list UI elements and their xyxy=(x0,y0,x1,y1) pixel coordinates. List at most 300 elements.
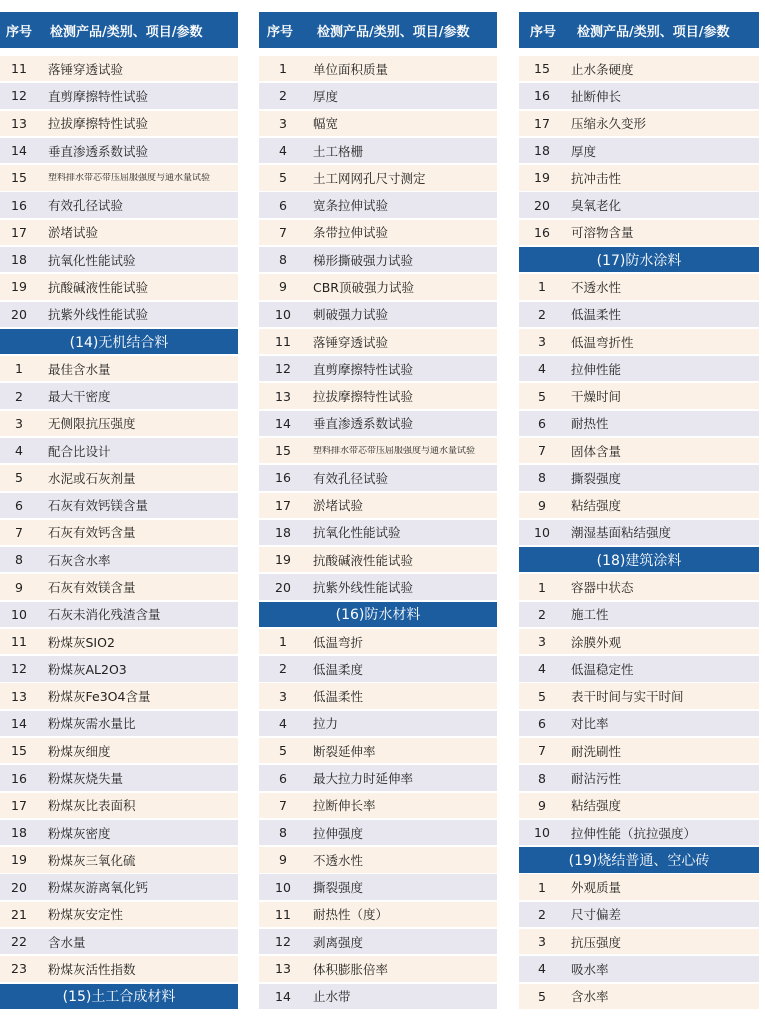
row-item-name: 低温柔度 xyxy=(313,661,364,677)
row-item-name: CBR顶破强力试验 xyxy=(313,279,414,295)
row-number: 13 xyxy=(11,115,27,131)
row-number: 1 xyxy=(538,579,546,595)
column-header xyxy=(259,12,497,48)
row-item-name: 止水带 xyxy=(313,989,351,1005)
row-number: 14 xyxy=(11,143,27,159)
table-row xyxy=(519,274,759,299)
row-number: 13 xyxy=(11,688,27,704)
table-row xyxy=(0,220,238,245)
row-item-name: 低温稳定性 xyxy=(571,661,634,677)
table-row xyxy=(0,902,238,927)
row-item-name: 拉拔摩擦特性试验 xyxy=(313,389,414,405)
table-row xyxy=(259,847,497,872)
row-item-name: 石灰含水率 xyxy=(48,552,111,568)
row-number: 5 xyxy=(15,470,23,486)
row-item-name: 厚度 xyxy=(571,143,597,159)
table-row xyxy=(519,138,759,163)
row-number: 18 xyxy=(275,524,291,540)
row-number: 2 xyxy=(279,88,287,104)
row-item-name: 含水率 xyxy=(571,989,609,1005)
row-item-name: 抗冲击性 xyxy=(571,170,622,186)
row-item-name: 对比率 xyxy=(571,716,609,732)
row-item-name: 拉伸强度 xyxy=(313,825,364,841)
table-row xyxy=(259,493,497,518)
row-number: 16 xyxy=(534,224,550,240)
row-number: 6 xyxy=(279,770,287,786)
row-number: 6 xyxy=(538,415,546,431)
table-row xyxy=(0,192,238,217)
row-item-name: 粉煤灰细度 xyxy=(48,743,111,759)
table-row xyxy=(0,493,238,518)
table-row xyxy=(519,165,759,190)
table-row xyxy=(0,629,238,654)
table-row xyxy=(519,329,759,354)
row-item-name: 淤堵试验 xyxy=(313,498,364,514)
column-3 xyxy=(519,12,759,1011)
row-number: 5 xyxy=(538,388,546,404)
table-row xyxy=(0,411,238,436)
row-number: 8 xyxy=(538,470,546,486)
row-item-name: 粉煤灰三氧化硫 xyxy=(48,852,136,868)
row-item-name: 垂直渗透系数试验 xyxy=(313,416,414,432)
table-row xyxy=(259,302,497,327)
row-item-name: 粘结强度 xyxy=(571,798,622,814)
table-row xyxy=(519,574,759,599)
row-item-name: 抗紫外线性能试验 xyxy=(313,580,414,596)
table-row xyxy=(0,274,238,299)
table-row xyxy=(519,520,759,545)
row-item-name: 拉力 xyxy=(313,716,339,732)
table-row xyxy=(0,711,238,736)
row-item-name: 止水条硬度 xyxy=(571,61,634,77)
row-number: 11 xyxy=(275,334,291,349)
table-row xyxy=(519,192,759,217)
table-row xyxy=(259,274,497,299)
table-row xyxy=(259,247,497,272)
row-number: 16 xyxy=(534,88,550,104)
row-number: 14 xyxy=(275,988,291,1004)
row-number: 4 xyxy=(538,661,546,677)
header-number: 序号 xyxy=(5,24,32,40)
table-row xyxy=(0,56,238,81)
row-number: 23 xyxy=(11,961,27,977)
table-row xyxy=(0,465,238,490)
table-row xyxy=(259,574,497,599)
row-item-name: 抗压强度 xyxy=(571,934,622,950)
row-item-name: 含水量 xyxy=(48,934,86,950)
table-row xyxy=(0,438,238,463)
table-row xyxy=(519,356,759,381)
row-number: 19 xyxy=(275,552,291,568)
table-row xyxy=(519,984,759,1009)
row-item-name: 臭氧老化 xyxy=(571,198,622,214)
table-row xyxy=(0,356,238,381)
table-row xyxy=(259,411,497,436)
table-row xyxy=(0,847,238,872)
row-item-name: 粉煤灰AL2O3 xyxy=(48,661,127,677)
row-item-name: 条带拉伸试验 xyxy=(313,225,389,241)
row-number: 11 xyxy=(11,634,27,650)
row-item-name: 不透水性 xyxy=(313,852,364,868)
table-row xyxy=(519,793,759,818)
table-row xyxy=(519,629,759,654)
table-row xyxy=(0,765,238,790)
row-number: 10 xyxy=(11,606,27,622)
table-row xyxy=(0,683,238,708)
row-number: 12 xyxy=(11,661,27,677)
row-number: 2 xyxy=(279,661,287,677)
table-row xyxy=(0,574,238,599)
table-row xyxy=(259,902,497,927)
table-row xyxy=(519,411,759,436)
row-item-name: 塑料排水带芯带压屈服强度与通水量试验 xyxy=(48,172,211,183)
row-number: 7 xyxy=(279,797,287,813)
row-item-name: 抗酸碱液性能试验 xyxy=(313,552,414,568)
row-item-name: 耐热性（度） xyxy=(313,907,389,923)
row-item-name: 单位面积质量 xyxy=(313,61,389,77)
row-item-name: 落锤穿透试验 xyxy=(313,334,389,350)
header-item-name: 检测产品/类别、项目/参数 xyxy=(50,24,203,40)
row-number: 4 xyxy=(538,361,546,377)
row-item-name: 断裂延伸率 xyxy=(313,743,376,759)
row-item-name: 干燥时间 xyxy=(571,389,622,405)
table-row xyxy=(0,302,238,327)
row-item-name: 最佳含水量 xyxy=(48,361,111,377)
row-item-name: 压缩永久变形 xyxy=(571,116,647,132)
row-item-name: 体积膨胀倍率 xyxy=(313,961,389,977)
row-number: 8 xyxy=(279,825,287,841)
row-item-name: 石灰有效镁含量 xyxy=(48,580,136,596)
section-heading: (14)无机结合料 xyxy=(0,329,238,354)
row-number: 16 xyxy=(275,470,291,486)
row-number: 17 xyxy=(275,497,291,513)
row-number: 7 xyxy=(15,524,23,540)
row-item-name: 宽条拉伸试验 xyxy=(313,198,389,214)
row-number: 4 xyxy=(279,143,287,159)
row-item-name: 低温柔性 xyxy=(571,307,622,323)
row-item-name: 可溶物含量 xyxy=(571,225,634,241)
table-row xyxy=(259,874,497,899)
row-item-name: 无侧限抗压强度 xyxy=(48,416,136,432)
row-number: 1 xyxy=(279,634,287,650)
row-item-name: 直剪摩擦特性试验 xyxy=(313,361,414,377)
column-1 xyxy=(0,12,238,1011)
row-item-name: 石灰有效钙镁含量 xyxy=(48,498,149,514)
row-number: 9 xyxy=(15,579,23,595)
row-item-name: 水泥或石灰剂量 xyxy=(48,470,136,486)
row-item-name: 幅宽 xyxy=(313,116,339,132)
row-number: 7 xyxy=(538,743,546,759)
table-row xyxy=(0,83,238,108)
row-item-name: 低温弯折 xyxy=(313,634,364,650)
section-heading: (19)烧结普通、空心砖 xyxy=(519,847,759,872)
row-number: 19 xyxy=(11,852,27,868)
row-number: 3 xyxy=(538,334,546,349)
row-item-name: 淤堵试验 xyxy=(48,225,99,241)
table-row xyxy=(519,302,759,327)
row-number: 11 xyxy=(11,61,27,77)
row-number: 7 xyxy=(279,224,287,240)
row-number: 6 xyxy=(279,197,287,213)
row-item-name: 粉煤灰安定性 xyxy=(48,907,124,923)
row-number: 21 xyxy=(11,906,27,922)
table-row xyxy=(259,765,497,790)
header-number: 序号 xyxy=(529,24,556,40)
row-number: 15 xyxy=(11,743,27,759)
table-row xyxy=(0,602,238,627)
table-row xyxy=(0,874,238,899)
table-row xyxy=(259,520,497,545)
row-item-name: 耐沾污性 xyxy=(571,771,622,786)
row-item-name: 有效孔径试验 xyxy=(48,198,124,214)
table-row xyxy=(259,165,497,190)
section-heading: (17)防水涂料 xyxy=(519,247,759,272)
row-item-name: 外观质量 xyxy=(571,880,622,896)
row-item-name: 不透水性 xyxy=(571,279,622,295)
row-item-name: 低温柔性 xyxy=(313,689,364,705)
table-row xyxy=(259,83,497,108)
row-number: 12 xyxy=(275,934,291,950)
row-item-name: 扯断伸长 xyxy=(571,88,622,104)
row-item-name: 吸水率 xyxy=(571,961,609,977)
table-row xyxy=(519,820,759,845)
row-item-name: 有效孔径试验 xyxy=(313,470,389,486)
table-row xyxy=(259,793,497,818)
row-item-name: 土工网网孔尺寸测定 xyxy=(313,170,426,186)
row-number: 2 xyxy=(538,306,546,322)
table-row xyxy=(259,820,497,845)
row-number: 20 xyxy=(11,879,27,895)
row-number: 6 xyxy=(15,497,23,513)
row-number: 17 xyxy=(11,797,27,813)
table-row xyxy=(519,383,759,408)
table-row xyxy=(259,929,497,954)
column-header xyxy=(519,12,759,48)
row-item-name: 涂膜外观 xyxy=(571,634,622,650)
row-item-name: 厚度 xyxy=(313,88,339,104)
row-item-name: 最大干密度 xyxy=(48,389,111,405)
row-number: 22 xyxy=(11,934,27,950)
row-item-name: 粉煤灰游离氧化钙 xyxy=(48,880,149,896)
table-row xyxy=(519,929,759,954)
row-item-name: 表干时间与实干时间 xyxy=(571,689,684,705)
section-heading: (15)土工合成材料 xyxy=(0,984,238,1009)
row-item-name: 拉拔摩擦特性试验 xyxy=(48,116,149,132)
row-number: 8 xyxy=(538,770,546,786)
row-number: 3 xyxy=(279,115,287,131)
rows xyxy=(259,56,497,1011)
row-number: 5 xyxy=(538,688,546,704)
table-row xyxy=(0,656,238,681)
section-heading: (18)建筑涂料 xyxy=(519,547,759,572)
table-row xyxy=(259,956,497,981)
table-row xyxy=(0,956,238,981)
table-row xyxy=(519,874,759,899)
table-row xyxy=(0,165,238,190)
row-number: 14 xyxy=(11,715,27,731)
row-number: 11 xyxy=(275,906,291,922)
row-item-name: 低温弯折性 xyxy=(571,334,634,350)
row-item-name: 粉煤灰比表面积 xyxy=(48,798,136,814)
row-number: 5 xyxy=(538,988,546,1004)
table-row xyxy=(0,738,238,763)
row-number: 10 xyxy=(275,306,291,322)
row-number: 15 xyxy=(11,170,27,186)
row-number: 17 xyxy=(534,115,550,131)
row-number: 9 xyxy=(279,852,287,868)
row-number: 1 xyxy=(538,879,546,895)
row-item-name: 石灰未消化残渣含量 xyxy=(48,607,161,623)
row-item-name: 粉煤灰活性指数 xyxy=(48,961,136,977)
row-item-name: 石灰有效钙含量 xyxy=(48,525,136,541)
row-number: 18 xyxy=(11,825,27,841)
table-row xyxy=(259,111,497,136)
row-number: 1 xyxy=(279,61,287,77)
row-item-name: 尺寸偏差 xyxy=(571,907,622,923)
table-row xyxy=(259,738,497,763)
table-row xyxy=(519,602,759,627)
table-row xyxy=(259,547,497,572)
row-number: 3 xyxy=(279,688,287,704)
row-number: 4 xyxy=(538,961,546,977)
row-number: 8 xyxy=(279,252,287,268)
row-number: 10 xyxy=(534,524,550,540)
row-number: 20 xyxy=(275,579,291,595)
column-2 xyxy=(259,12,497,1011)
table-row xyxy=(259,683,497,708)
table-row xyxy=(259,192,497,217)
table-row xyxy=(0,929,238,954)
table-row xyxy=(0,547,238,572)
table-row xyxy=(0,247,238,272)
row-item-name: 拉伸性能 xyxy=(571,361,622,377)
table-row xyxy=(519,111,759,136)
table-row xyxy=(0,138,238,163)
header-item-name: 检测产品/类别、项目/参数 xyxy=(317,24,470,40)
row-item-name: 粉煤灰Fe3O4含量 xyxy=(48,689,151,705)
table-row xyxy=(259,356,497,381)
row-number: 18 xyxy=(11,252,27,268)
row-item-name: 落锤穿透试验 xyxy=(48,61,124,77)
rows xyxy=(519,56,759,1011)
table-row xyxy=(519,765,759,790)
table-row xyxy=(519,220,759,245)
row-number: 1 xyxy=(15,361,23,377)
row-number: 5 xyxy=(279,743,287,759)
column-header xyxy=(0,12,238,48)
table-row xyxy=(519,438,759,463)
table-row xyxy=(259,438,497,463)
row-item-name: 最大拉力时延伸率 xyxy=(313,771,414,786)
row-item-name: 抗紫外线性能试验 xyxy=(48,307,149,323)
table-row xyxy=(259,383,497,408)
row-item-name: 粉煤灰SIO2 xyxy=(48,634,115,650)
row-number: 3 xyxy=(538,934,546,950)
row-number: 13 xyxy=(275,961,291,977)
row-item-name: 拉断伸长率 xyxy=(313,798,376,814)
row-number: 9 xyxy=(538,797,546,813)
row-number: 13 xyxy=(275,388,291,404)
table-row xyxy=(259,629,497,654)
row-item-name: 梯形撕破强力试验 xyxy=(313,252,414,268)
table-row xyxy=(519,83,759,108)
table-row xyxy=(259,656,497,681)
row-number: 2 xyxy=(538,906,546,922)
row-number: 2 xyxy=(15,388,23,404)
row-item-name: 配合比设计 xyxy=(48,443,111,459)
row-number: 10 xyxy=(534,825,550,841)
row-number: 8 xyxy=(15,552,23,568)
row-item-name: 抗氧化性能试验 xyxy=(48,252,136,268)
row-number: 19 xyxy=(534,170,550,186)
table-row xyxy=(519,56,759,81)
table-row xyxy=(259,56,497,81)
table-row xyxy=(259,220,497,245)
table-row xyxy=(0,820,238,845)
row-number: 4 xyxy=(15,443,23,459)
row-item-name: 潮湿基面粘结强度 xyxy=(571,525,672,541)
row-number: 7 xyxy=(538,443,546,459)
row-number: 3 xyxy=(15,415,23,431)
row-number: 15 xyxy=(275,443,291,459)
row-item-name: 抗酸碱液性能试验 xyxy=(48,279,149,295)
row-number: 2 xyxy=(538,606,546,622)
table-row xyxy=(519,738,759,763)
row-number: 20 xyxy=(11,306,27,322)
row-item-name: 耐洗刷性 xyxy=(571,743,622,759)
row-number: 18 xyxy=(534,143,550,159)
table-row xyxy=(519,656,759,681)
row-item-name: 土工格栅 xyxy=(313,143,364,159)
row-number: 19 xyxy=(11,279,27,295)
row-number: 4 xyxy=(279,715,287,731)
row-item-name: 撕裂强度 xyxy=(313,880,364,896)
table-row xyxy=(519,711,759,736)
row-item-name: 容器中状态 xyxy=(571,580,634,596)
table-row xyxy=(0,520,238,545)
table-row xyxy=(259,329,497,354)
row-item-name: 抗氧化性能试验 xyxy=(313,525,401,541)
table-row xyxy=(0,111,238,136)
row-number: 1 xyxy=(538,279,546,295)
row-number: 16 xyxy=(11,197,27,213)
row-item-name: 粉煤灰密度 xyxy=(48,825,111,841)
row-number: 20 xyxy=(534,197,550,213)
row-item-name: 粉煤灰烧失量 xyxy=(48,771,124,786)
table-row xyxy=(519,683,759,708)
row-number: 12 xyxy=(11,88,27,104)
row-item-name: 耐热性 xyxy=(571,416,609,432)
row-item-name: 粘结强度 xyxy=(571,498,622,514)
table-row xyxy=(519,493,759,518)
rows xyxy=(0,56,238,1011)
row-number: 14 xyxy=(275,415,291,431)
row-number: 9 xyxy=(279,279,287,295)
row-item-name: 粉煤灰需水量比 xyxy=(48,716,136,732)
row-item-name: 刺破强力试验 xyxy=(313,307,389,323)
row-item-name: 拉伸性能（抗拉强度） xyxy=(571,825,697,841)
row-number: 17 xyxy=(11,224,27,240)
table-row xyxy=(0,793,238,818)
row-item-name: 直剪摩擦特性试验 xyxy=(48,88,149,104)
row-number: 6 xyxy=(538,715,546,731)
row-number: 15 xyxy=(534,61,550,77)
row-number: 10 xyxy=(275,879,291,895)
table-row xyxy=(259,138,497,163)
row-number: 9 xyxy=(538,497,546,513)
table-row xyxy=(519,956,759,981)
row-item-name: 垂直渗透系数试验 xyxy=(48,143,149,159)
